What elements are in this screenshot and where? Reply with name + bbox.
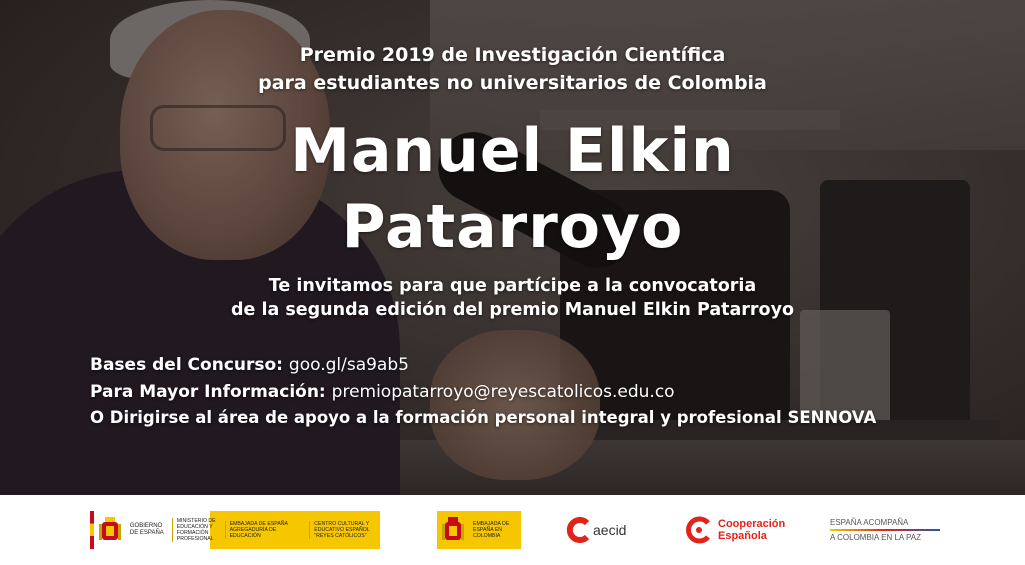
acompana-line1: ESPAÑA ACOMPAÑA [830, 518, 909, 527]
directions-text: O Dirigirse al área de apoyo a la formación personal integral y profesional SENNOVA [90, 408, 877, 427]
spain-crest-icon [441, 515, 465, 545]
spain-flag-strip [90, 511, 94, 549]
award-title-line1: Premio 2019 de Investigación Científica [299, 44, 726, 66]
acompana-line2: A COLOMBIA EN LA PAZ [830, 533, 921, 542]
info-email[interactable]: premiopatarroyo@reyescatolicos.edu.co [331, 382, 675, 402]
honoree-name-line2: Patarroyo [341, 192, 684, 262]
espana-acompana-logo [830, 511, 945, 549]
bases-row [90, 355, 409, 375]
aecid-logo [565, 515, 645, 545]
embajada-agregaduria-text: EMBAJADA DE ESPAÑA AGREGADURÍA DE EDUCACIÓN [225, 521, 310, 539]
info-label: Para Mayor Información: [90, 382, 326, 402]
peace-ribbon-icon [830, 529, 940, 531]
honoree-name-line1: Manuel Elkin [290, 116, 735, 186]
aecid-text: aecid [593, 522, 627, 538]
gobierno-espana-logo [90, 511, 380, 549]
bases-label: Bases del Concurso: [90, 355, 283, 375]
spain-crest-icon [98, 515, 122, 545]
bases-link[interactable]: goo.gl/sa9ab5 [288, 355, 409, 375]
invitation-line2: de la segunda edición del premio Manuel Elkin Patarroyo [230, 300, 795, 320]
invitation-line1: Te invitamos para que partícipe a la convocatoria [268, 276, 757, 296]
sponsor-logo-strip [0, 495, 1025, 565]
cooperacion-espanola-logo [685, 513, 795, 547]
embajada-colombia-text: EMBAJADA DE ESPAÑA EN COLOMBIA [473, 521, 510, 539]
award-title-line2: para estudiantes no universitarios de Colombia [258, 72, 767, 94]
aecid-c-icon [565, 517, 591, 543]
ministerio-text: MINISTERIO DE EDUCACIÓN Y FORMACIÓN PROFESIONAL [172, 518, 225, 542]
gobierno-text: GOBIERNO DE ESPAÑA [129, 523, 164, 536]
cooperacion-text: Cooperación [718, 518, 786, 530]
centro-cultural-text: CENTRO CULTURAL Y EDUCATIVO ESPAÑOL "REYES CATÓLICOS" [309, 521, 380, 539]
espanola-text: Española [718, 530, 767, 542]
info-row [90, 382, 675, 402]
embajada-colombia-logo [437, 511, 521, 549]
cooperacion-c-icon [685, 516, 713, 544]
